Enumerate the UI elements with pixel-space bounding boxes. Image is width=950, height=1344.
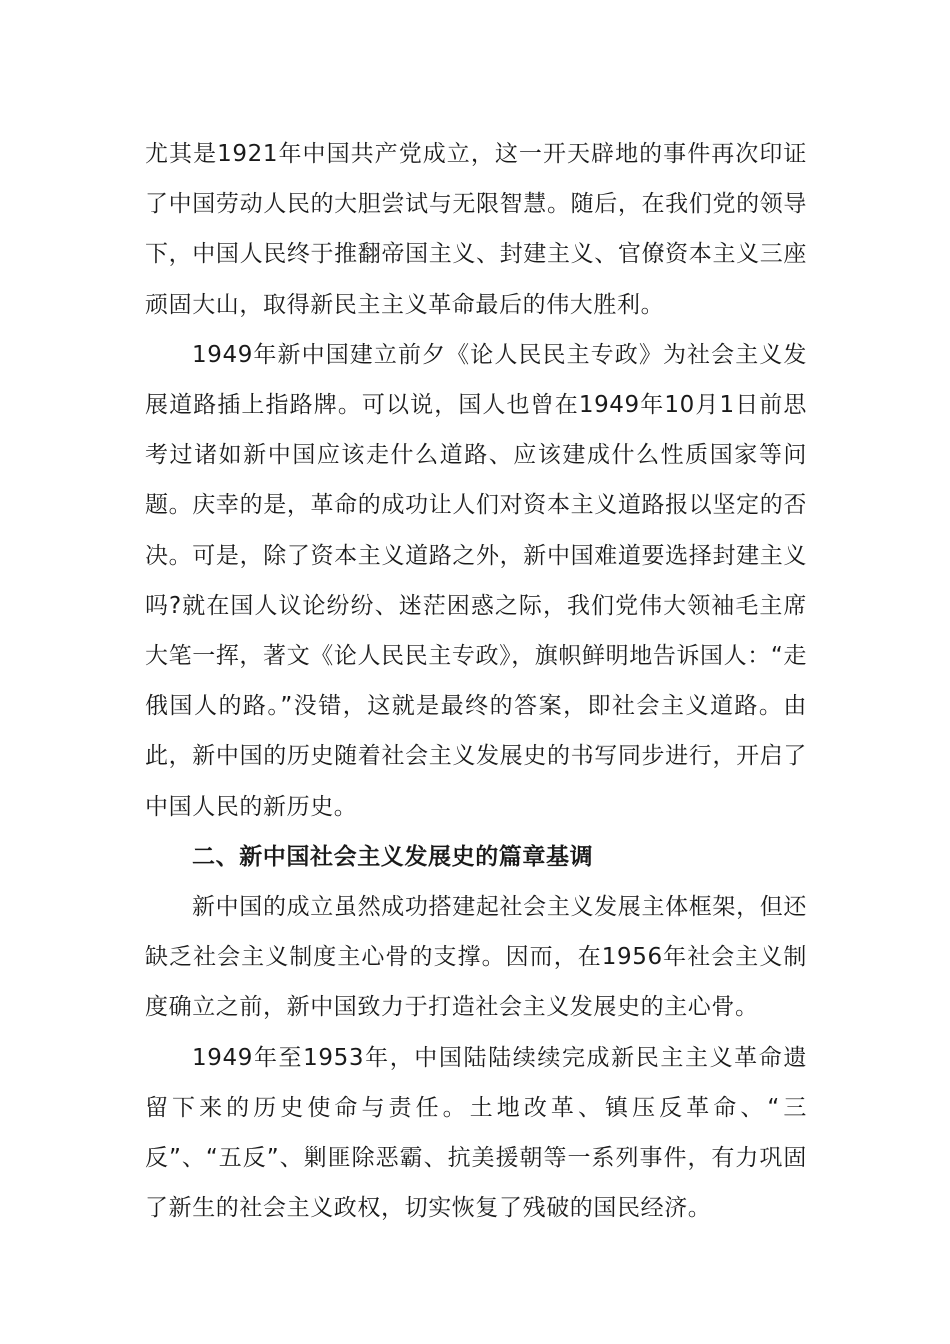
paragraph-1: 尤其是1921年中国共产党成立，这一开天辟地的事件再次印证了中国劳动人民的大胆尝试与无限智慧。随后，在我们党的领导下，中国人民终于推翻帝国主义、封建主义、官僚资本主义三座顽固大山，取得新民主主义革命最后的伟大胜利。 [145,141,807,318]
paragraph-4: 1949年至1953年，中国陆陆续续完成新民主主义革命遗留下来的历史使命与责任。土地改革、镇压反革命、“三反”、“五反”、剿匪除恶霸、抗美援朝等一系列事件，有力巩固了新生的社会主义政权，切实恢复了残破的国民经济。 [145,1044,807,1222]
paragraph-3: 新中国的成立虽然成功搭建起社会主义发展主体框架，但还缺乏社会主义制度主心骨的支撑。因而，在1956年社会主义制度确立之前，新中国致力于打造社会主义发展史的主心骨。 [145,894,807,1021]
paragraph-2: 1949年新中国建立前夕《论人民民主专政》为社会主义发展道路插上指路牌。可以说，国人也曾在1949年10月1日前思考过诸如新中国应该走什么道路、应该建成什么性质国家等问题。庆幸的是，革命的成功让人们对资本主义道路报以坚定的否决。可是，除了资本主义道路之外，新中国难道要选择封建主义吗?就在国人议论纷纷、迷茫困惑之际，我们党伟大领袖毛主席大笔一挥，著文《论人民民主专政》，旗帜鲜明地告诉国人：“走俄国人的路。”没错，这就是最终的答案，即社会主义道路。由此，新中国的历史随着社会主义发展史的书写同步进行，开启了中国人民的新历史。 [145,341,807,820]
document-body [145,129,807,1233]
section-heading: 二、新中国社会主义发展史的篇章基调 [192,843,594,870]
